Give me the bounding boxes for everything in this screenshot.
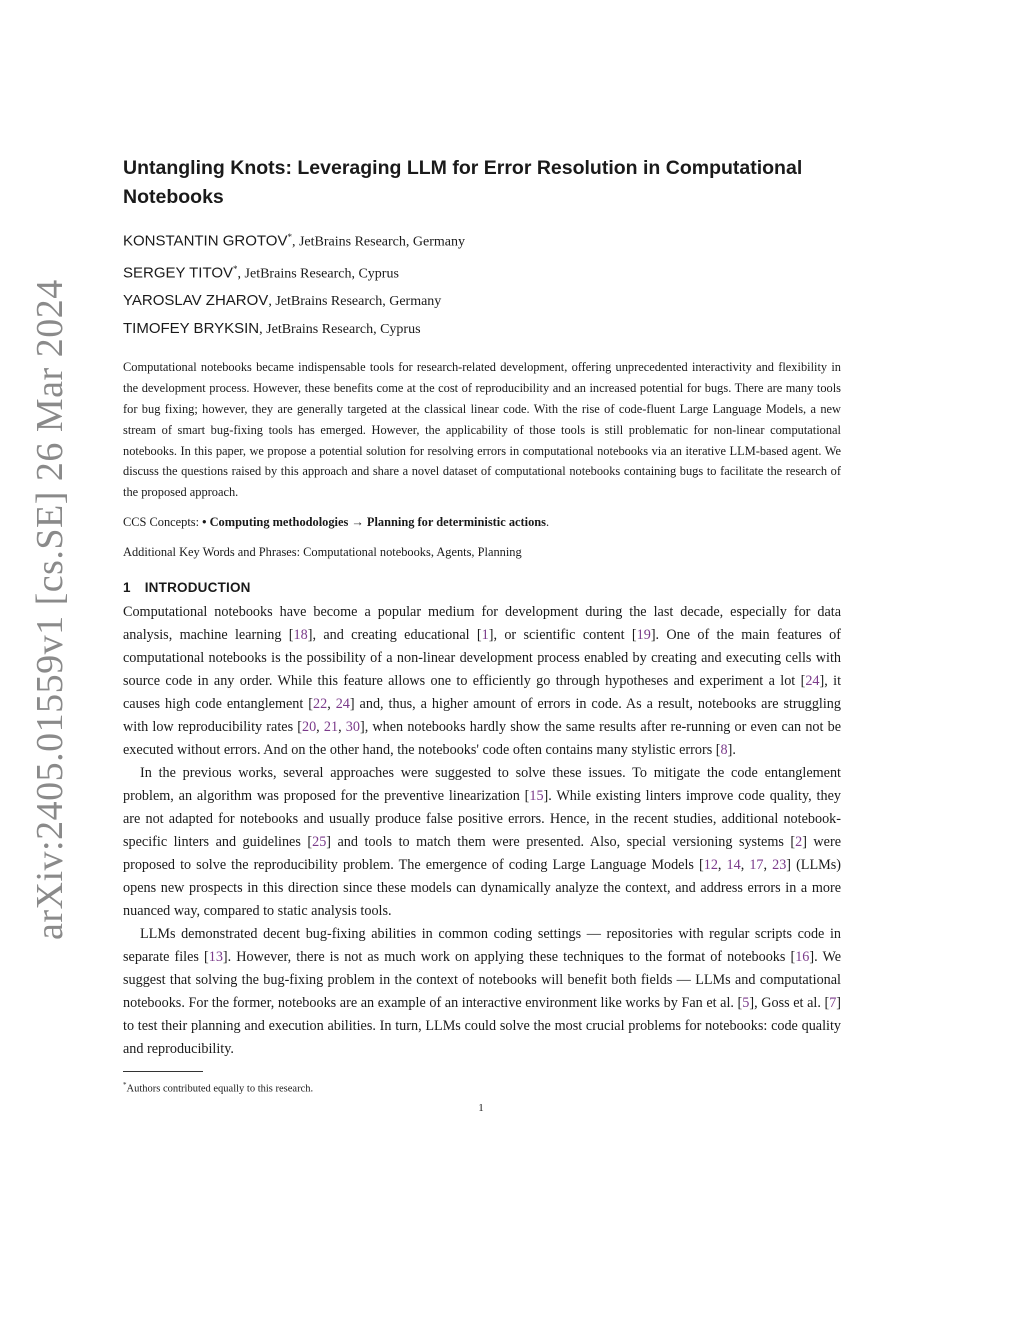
author-mark: *	[233, 263, 238, 274]
citation-link[interactable]: 23	[772, 856, 787, 873]
arxiv-side-stamp: arXiv:2405.01559v1 [cs.SE] 26 Mar 2024	[29, 279, 71, 940]
citation-link[interactable]: 16	[795, 948, 810, 965]
citation-link[interactable]: 5	[742, 994, 750, 1011]
author-name: YAROSLAV ZHAROV	[123, 292, 269, 310]
citation-link[interactable]: 15	[529, 787, 544, 804]
citation-link[interactable]: 13	[208, 948, 223, 965]
keywords: Additional Key Words and Phrases: Computational notebooks, Agents, Planning	[123, 544, 522, 559]
page-number: 1	[478, 1102, 484, 1114]
citation-link[interactable]: 7	[829, 994, 837, 1011]
author-affiliation: , JetBrains Research, Germany	[268, 294, 442, 310]
ccs-label: CCS Concepts:	[123, 514, 203, 529]
author-affiliation: , JetBrains Research, Cyprus	[259, 322, 421, 338]
author-affiliation: , JetBrains Research, Cyprus	[237, 266, 399, 282]
author-name: SERGEY TITOV	[123, 264, 234, 282]
section-number: 1	[123, 579, 131, 595]
citation-link[interactable]: 12	[703, 856, 718, 873]
author-affiliation: , JetBrains Research, Germany	[291, 234, 465, 250]
citation-link[interactable]: 24	[335, 695, 350, 712]
paragraph-1: Computational notebooks have become a popular medium for development during the last decade, especially for data analysis, machine learning [18], and creating educational [1], or scientific content [19]. One of the main features of computational notebooks is the possibility of a non-linear development process enabled by creating and executing cells with source code in any order. While this feature allows one to efficiently go through hypotheses and experiment a lot [24], it causes high code entanglement [22, 24] and, thus, a higher amount of errors in code. As a result, notebooks are struggling with low reproducibility rates [20, 21, 30], when notebooks hardly show the same results after re-running or even can not be executed without errors. And on the other hand, the notebooks' code often contains many stylistic errors [8].	[123, 603, 842, 758]
citation-link[interactable]: 1	[481, 626, 489, 643]
footnote-mark: *	[123, 1080, 127, 1089]
author-3	[123, 287, 841, 315]
paragraph-2: In the previous works, several approaches were suggested to solve these issues. To mitigate the code entanglement problem, an algorithm was proposed for the preventive linearization [15]. While existing linters improve code quality, they are not adapted for notebooks and usually produce false positive errors. Hence, in the recent studies, additional notebook-specific linters and guidelines [25] and tools to match them were presented. Also, special versioning systems [2] were proposed to solve the reproducibility problem. The emergence of coding Large Language Models [12, 14, 17, 23] (LLMs) opens new prospects in this direction since these models can dynamically analyze the context, and address errors in a more nuanced way, compared to static analysis tools.	[123, 764, 842, 919]
footnote-text: Authors contributed equally to this research.	[126, 1083, 314, 1095]
citation-link[interactable]: 24	[805, 672, 820, 689]
citation-link[interactable]: 30	[345, 718, 360, 735]
ccs-concept: • Computing methodologies → Planning for deterministic actions	[202, 514, 546, 529]
paper-page	[123, 150, 841, 1096]
citation-link[interactable]: 20	[301, 718, 317, 735]
citation-link[interactable]: 19	[636, 626, 651, 643]
author-1	[123, 224, 841, 256]
author-mark: *	[287, 232, 292, 242]
abstract: Computational notebooks became indispensable tools for research-related development, offering unprecedented interactivity and flexibility in the development process. However, these benefits come at the cost of reproducibility and an increased potential for bugs. There are many tools for bug fixing; however, they are generally targeted at the classical linear code. With the rise of code-fluent Large Language Models, a new stream of smart bug-fixing tools has emerged. However, the applicability of those tools is still problematic for non-linear computational notebooks. In this paper, we propose a potential solution for resolving errors in computational notebooks via an iterative LLM-based agent. We discuss the questions raised by this approach and share a novel dataset of computational notebooks containing bugs to facilitate the research of the proposed approach.	[123, 360, 841, 500]
footnote-divider	[123, 1071, 203, 1072]
author-name: KONSTANTIN GROTOV	[123, 232, 288, 250]
section-heading	[123, 580, 841, 595]
ccs-concepts: CCS Concepts: • Computing methodologies → Planning for deterministic actions.	[123, 514, 550, 529]
citation-link[interactable]: 14	[726, 856, 741, 873]
footnote	[123, 1078, 841, 1097]
author-name: TIMOFEY BRYKSIN	[123, 320, 260, 338]
citation-link[interactable]: 21	[323, 718, 339, 735]
paragraph-3: LLMs demonstrated decent bug-fixing abilities in common coding settings — repositories with regular scripts code in separate files [13]. However, there is not as much work on applying these techniques to the format of notebooks [16]. We suggest that solving the bug-fixing problem in the context of notebooks will benefit both fields — LLMs and computational notebooks. For the former, notebooks are an example of an interactive environment like works by Fan et al. [5], Goss et al. [7] to test their planning and execution abilities. In turn, LLMs could solve the most crucial problems for notebooks: code quality and reproducibility.	[123, 925, 842, 1057]
section-title: INTRODUCTION	[144, 579, 251, 595]
citation-link[interactable]: 8	[720, 741, 728, 758]
author-2	[123, 256, 841, 288]
citation-link[interactable]: 25	[312, 833, 327, 850]
author-list	[123, 224, 841, 343]
body-text	[123, 601, 841, 1061]
citation-link[interactable]: 17	[749, 856, 764, 873]
citation-link[interactable]: 2	[795, 833, 803, 850]
author-4	[123, 315, 841, 343]
citation-link[interactable]: 18	[293, 626, 308, 643]
citation-link[interactable]: 22	[313, 695, 328, 712]
paper-title: Untangling Knots: Leveraging LLM for Error Resolution in Computational Notebooks	[123, 157, 803, 208]
